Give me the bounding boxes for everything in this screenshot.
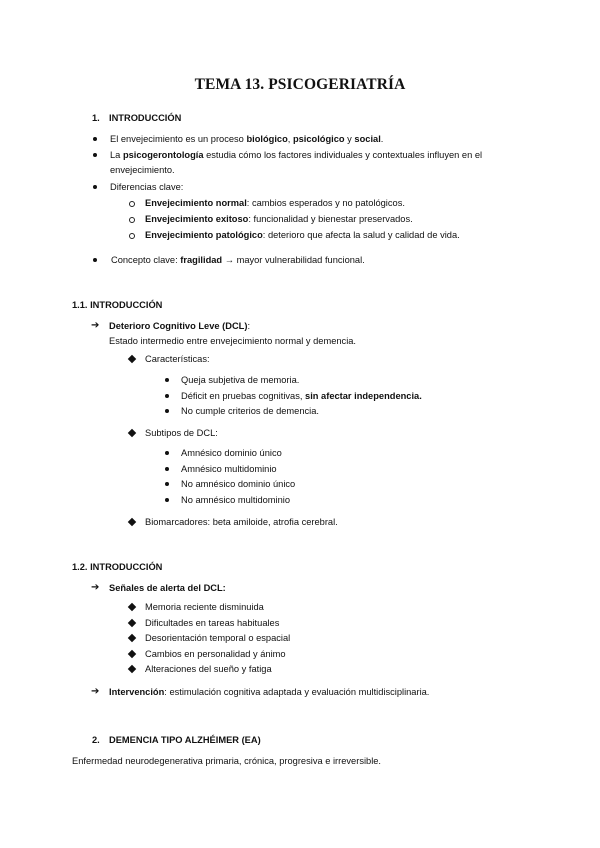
sub-item-exitoso: Envejecimiento exitoso: funcionalidad y bienestar preservados.	[145, 214, 413, 224]
subtipo-item: Amnésico dominio único	[181, 448, 282, 458]
diamond-bullet-icon	[128, 518, 136, 526]
intervencion-item: Intervención: estimulación cognitiva adaptada y evaluación multidisciplinaria.	[109, 687, 430, 697]
section-1-number: 1.	[92, 113, 100, 123]
sub-item-normal: Envejecimiento normal: cambios esperados y no patológicos.	[145, 198, 405, 208]
list-item-diferencias: Diferencias clave:	[110, 182, 184, 192]
bullet-dot	[93, 153, 97, 157]
page-title: TEMA 13. PSICOGERIATRÍA	[194, 76, 406, 93]
senal-item: Desorientación temporal o espacial	[145, 633, 291, 643]
caracteristica-item: No cumple criterios de demencia.	[181, 406, 319, 416]
sub-item-patologico: Envejecimiento patológico: deterioro que afecta la salud y calidad de vida.	[145, 230, 460, 240]
senal-item: Dificultades en tareas habituales	[145, 618, 280, 628]
subtipo-item: No amnésico dominio único	[181, 479, 296, 489]
subtipo-item: Amnésico multidominio	[181, 464, 277, 474]
dcl-description: Estado intermedio entre envejecimiento normal y demencia.	[109, 336, 357, 346]
diamond-bullet-icon	[128, 429, 136, 437]
dcl-item: Deterioro Cognitivo Leve (DCL):	[109, 321, 251, 331]
diamond-bullet-icon	[128, 619, 136, 627]
sub-bullet-circle	[129, 201, 135, 207]
arrow-icon: ➔	[91, 582, 100, 593]
arrow-icon: ➔	[91, 686, 100, 697]
section-2-description: Enfermedad neurodegenerativa primaria, crónica, progresiva e irreversible.	[72, 756, 382, 766]
caracteristica-item: Queja subjetiva de memoria.	[181, 375, 300, 385]
section-1-1-heading: 1.1. INTRODUCCIÓN	[72, 300, 163, 310]
bullet-dot	[165, 409, 169, 413]
subtipos-label: Subtipos de DCL:	[145, 428, 218, 438]
bullet-dot	[93, 185, 97, 189]
bullet-dot	[165, 378, 169, 382]
sub-bullet-circle	[129, 217, 135, 223]
biomarcadores-item: Biomarcadores: beta amiloide, atrofia cerebral.	[145, 517, 338, 527]
diamond-bullet-icon	[128, 650, 136, 658]
section-1-2-heading: 1.2. INTRODUCCIÓN	[72, 562, 163, 572]
bullet-dot	[165, 467, 169, 471]
caracteristicas-label: Características:	[145, 354, 210, 364]
diamond-bullet-icon	[128, 355, 136, 363]
diamond-bullet-icon	[128, 603, 136, 611]
bullet-dot	[93, 258, 97, 262]
arrow-icon: ➔	[91, 320, 100, 331]
subtipo-item: No amnésico multidominio	[181, 495, 291, 505]
section-2-heading: DEMENCIA TIPO ALZHÉIMER (EA)	[109, 735, 261, 745]
diamond-bullet-icon	[128, 634, 136, 642]
senal-item: Cambios en personalidad y ánimo	[145, 649, 286, 659]
senal-item: Memoria reciente disminuida	[145, 602, 264, 612]
bullet-dot	[165, 394, 169, 398]
sub-bullet-circle	[129, 233, 135, 239]
caracteristica-item: Déficit en pruebas cognitivas, sin afectar independencia.	[181, 391, 422, 401]
senal-item: Alteraciones del sueño y fatiga	[145, 664, 272, 674]
bullet-dot	[165, 498, 169, 502]
bullet-dot	[165, 482, 169, 486]
list-item-proceso: El envejecimiento es un proceso biológico, psicológico y social.	[110, 134, 384, 144]
list-item-concepto-clave: Concepto clave: fragilidad → mayor vulnerabilidad funcional.	[111, 255, 365, 265]
diamond-bullet-icon	[128, 665, 136, 673]
bullet-dot	[165, 451, 169, 455]
list-item-psicogerontologia-cont: envejecimiento.	[110, 165, 175, 175]
section-1-heading: INTRODUCCIÓN	[109, 113, 182, 123]
senales-alerta-item: Señales de alerta del DCL:	[109, 583, 226, 593]
bullet-dot	[93, 137, 97, 141]
list-item-psicogerontologia: La psicogerontología estudia cómo los factores individuales y contextuales influyen en el	[110, 150, 483, 160]
section-2-number: 2.	[92, 735, 100, 745]
